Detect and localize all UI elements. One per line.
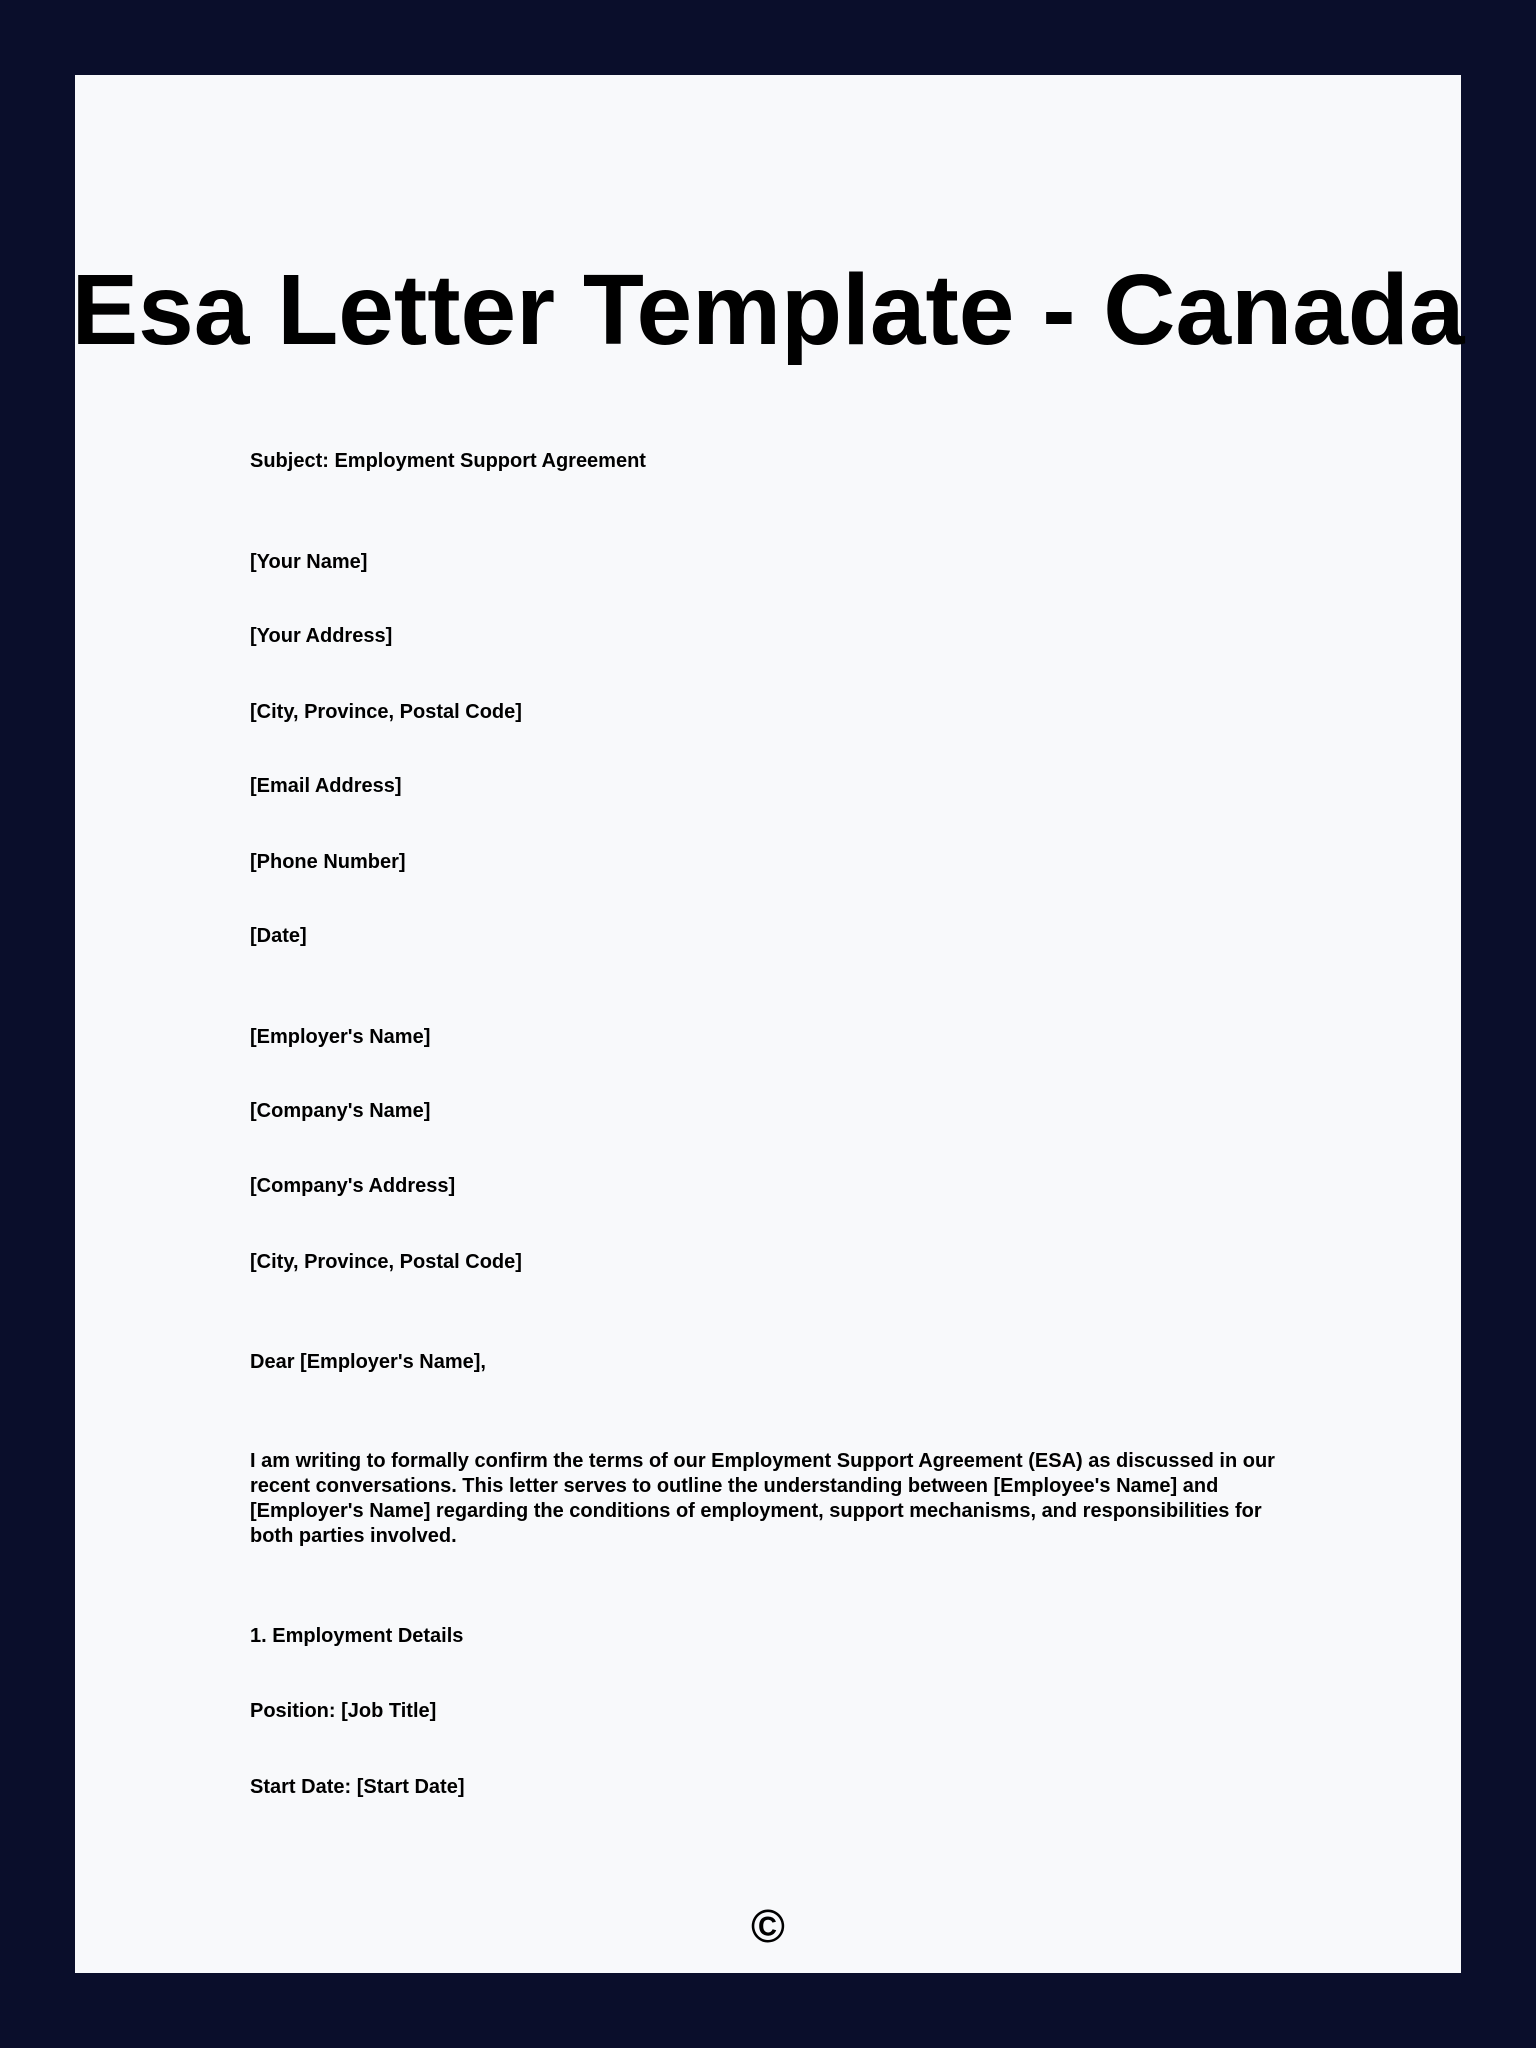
- start-date-line: Start Date: [Start Date]: [250, 1776, 465, 1798]
- letter-date: [Date]: [250, 925, 307, 947]
- position-line: Position: [Job Title]: [250, 1700, 437, 1722]
- recipient-company: [Company's Name]: [250, 1100, 431, 1122]
- sender-city: [City, Province, Postal Code]: [250, 701, 522, 723]
- body-paragraph: I am writing to formally confirm the terms of our Employment Support Agreement (ESA) as discussed in our recent conversations. This letter serves to outline the understanding between [Employee's Name] and [Employer's Name] regarding the conditions of employment, support mechanisms, and responsibilities for both parties involved.: [250, 1450, 1275, 1547]
- copyright-icon: ©: [751, 1900, 785, 1952]
- recipient-address: [Company's Address]: [250, 1175, 456, 1197]
- recipient-city: [City, Province, Postal Code]: [250, 1251, 522, 1273]
- salutation: Dear [Employer's Name],: [250, 1351, 486, 1373]
- section-heading: 1. Employment Details: [250, 1625, 464, 1647]
- sender-phone: [Phone Number]: [250, 851, 406, 873]
- subject-line: Subject: Employment Support Agreement: [250, 450, 646, 472]
- sender-email: [Email Address]: [250, 775, 402, 797]
- recipient-name: [Employer's Name]: [250, 1026, 431, 1048]
- sender-name: [Your Name]: [250, 551, 368, 573]
- page-title: Esa Letter Template - Canada: [71, 254, 1465, 366]
- sender-address: [Your Address]: [250, 625, 393, 647]
